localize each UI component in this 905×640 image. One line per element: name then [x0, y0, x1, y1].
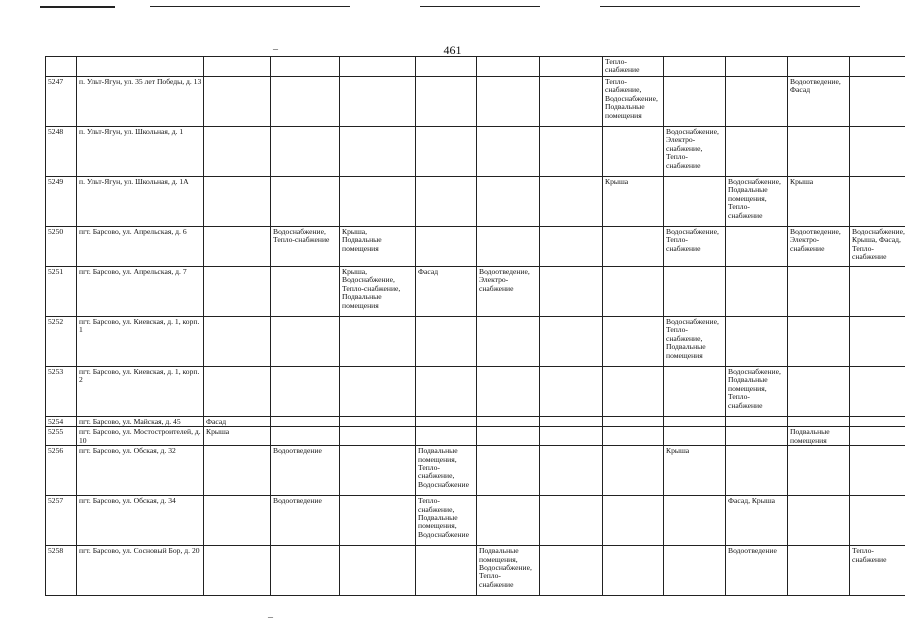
work-type-cell [850, 227, 905, 267]
work-type-cell [416, 417, 477, 427]
work-type-cell [726, 267, 788, 317]
work-type-cell [726, 496, 788, 546]
work-type-cell [204, 57, 271, 77]
work-type-cell [204, 446, 271, 496]
work-type-cell [477, 77, 540, 127]
work-type-cell [726, 367, 788, 417]
work-type-cell [271, 417, 340, 427]
work-type-cell [204, 367, 271, 417]
row-number: 5247 [46, 77, 77, 127]
work-type-cell [664, 57, 726, 77]
address-cell: пгт. Барсово, ул. Сосновый Бор, д. 20 [77, 546, 204, 596]
work-type-cell [271, 267, 340, 317]
work-type-text: Подвальные помещения, Водоснабжение, Тепло- снабжение [479, 546, 532, 589]
address-cell: п. Ульт-Ягун, ул. 35 лет Победы, д. 13 [77, 77, 204, 127]
work-type-cell [416, 496, 477, 546]
work-type-text: Крыша [605, 177, 629, 186]
row-number: 5255 [46, 427, 77, 446]
work-type-cell [540, 496, 603, 546]
work-type-cell [540, 546, 603, 596]
work-type-cell [204, 546, 271, 596]
work-type-cell [603, 57, 664, 77]
row-number: 5250 [46, 227, 77, 267]
row-number: 5256 [46, 446, 77, 496]
work-type-cell [477, 267, 540, 317]
table-row [46, 417, 905, 427]
work-type-cell [850, 496, 905, 546]
work-type-text: Крыша, Водоснабжение, Тепло-снабжение, Подвальные помещения [342, 267, 401, 310]
work-type-cell [416, 427, 477, 446]
row-number: 5249 [46, 177, 77, 227]
work-type-text: Водоотведение [273, 496, 322, 506]
work-type-cell [416, 57, 477, 77]
work-type-cell [788, 227, 850, 267]
work-type-text: Водоснабжение, Тепло-снабжение [273, 227, 330, 245]
work-type-cell [603, 267, 664, 317]
work-type-cell [416, 367, 477, 417]
work-type-cell [664, 267, 726, 317]
work-type-text: Водоотведение, Электро- снабжение [479, 267, 530, 293]
address-cell: п. Ульт-Ягун, ул. Школьная, д. 1 [77, 127, 204, 177]
row-number: 5252 [46, 317, 77, 367]
work-type-cell [788, 546, 850, 596]
table-row [46, 267, 905, 317]
work-type-cell [271, 317, 340, 367]
work-type-cell [603, 227, 664, 267]
work-type-text: Подвальные помещения [790, 427, 830, 445]
work-type-text: Водоснабжение, Тепло- снабжение [666, 227, 719, 253]
work-type-cell [204, 427, 271, 446]
work-type-cell [850, 77, 905, 127]
work-type-cell [540, 317, 603, 367]
work-type-text: Фасад [206, 417, 227, 426]
work-type-cell [850, 417, 905, 427]
row-number: 5254 [46, 417, 77, 427]
work-type-cell [340, 417, 416, 427]
work-type-cell [664, 546, 726, 596]
work-type-cell [788, 57, 850, 77]
work-type-cell [416, 227, 477, 267]
work-type-text: Тепло- снабжение, Водоснабжение, Подвальные помещения [605, 77, 658, 120]
address-cell: пгт. Барсово, ул. Обская, д. 32 [77, 446, 204, 496]
table-row [46, 317, 905, 367]
work-type-text: Водоотведение [273, 446, 322, 456]
work-type-cell [540, 446, 603, 496]
work-type-cell [603, 496, 664, 546]
work-type-cell [726, 127, 788, 177]
work-type-cell [664, 77, 726, 127]
table-row [46, 127, 905, 177]
work-type-text: Крыша [206, 427, 230, 437]
work-type-cell [726, 227, 788, 267]
work-type-cell [726, 77, 788, 127]
work-type-cell [664, 367, 726, 417]
work-type-cell [726, 546, 788, 596]
work-type-cell [340, 367, 416, 417]
work-type-cell [340, 177, 416, 227]
work-type-cell [340, 77, 416, 127]
work-type-cell [540, 417, 603, 427]
work-type-cell [726, 417, 788, 427]
work-type-cell [204, 317, 271, 367]
row-number: 5257 [46, 496, 77, 546]
address-cell: пгт. Барсово, ул. Киевская, д. 1, корп. 2 [77, 367, 204, 417]
table-row [46, 446, 905, 496]
row-number [46, 57, 77, 77]
work-type-cell [540, 267, 603, 317]
work-type-cell [271, 496, 340, 546]
work-type-text: Водоснабжение, Подвальные помещения, Тепло- снабжение [728, 367, 781, 410]
row-number: 5258 [46, 546, 77, 596]
table-row [46, 177, 905, 227]
address-cell [77, 57, 204, 77]
work-type-cell [477, 317, 540, 367]
work-type-text: Водоснабжение, Тепло- снабжение, Подвальные помещения [666, 317, 719, 360]
repair-schedule-table [45, 56, 905, 596]
work-type-cell [204, 227, 271, 267]
work-type-cell [664, 417, 726, 427]
scan-mark: – [268, 612, 273, 623]
work-type-cell [664, 446, 726, 496]
table-row [46, 227, 905, 267]
work-type-cell [540, 57, 603, 77]
work-type-cell [416, 267, 477, 317]
work-type-text: Водоотведение, Электро- снабжение [790, 227, 841, 253]
work-type-cell [603, 77, 664, 127]
work-type-cell [540, 177, 603, 227]
work-type-cell [726, 317, 788, 367]
work-type-cell [204, 77, 271, 127]
work-type-cell [477, 546, 540, 596]
work-type-cell [271, 367, 340, 417]
table-row [46, 546, 905, 596]
work-type-cell [477, 446, 540, 496]
work-type-cell [603, 446, 664, 496]
work-type-cell [788, 367, 850, 417]
address-cell: пгт. Барсово, ул. Мостостроителей, д. 10 [77, 427, 204, 446]
row-number: 5251 [46, 267, 77, 317]
work-type-cell [204, 177, 271, 227]
work-type-cell [271, 127, 340, 177]
work-type-cell [664, 227, 726, 267]
work-type-cell [850, 427, 905, 446]
scan-mark: – [273, 44, 278, 55]
work-type-cell [603, 127, 664, 177]
work-type-cell [788, 77, 850, 127]
table-row [46, 496, 905, 546]
work-type-cell [271, 446, 340, 496]
scan-artifact-line [600, 6, 860, 7]
work-type-text: Водоснабжение, Подвальные помещения, Тепло- снабжение [728, 177, 781, 220]
work-type-cell [850, 317, 905, 367]
work-type-cell [540, 227, 603, 267]
work-type-cell [340, 267, 416, 317]
work-type-cell [271, 546, 340, 596]
work-type-cell [788, 496, 850, 546]
work-type-cell [271, 177, 340, 227]
work-type-cell [340, 496, 416, 546]
work-type-cell [603, 417, 664, 427]
work-type-cell [416, 317, 477, 367]
work-type-cell [271, 77, 340, 127]
work-type-cell [603, 546, 664, 596]
work-type-cell [850, 367, 905, 417]
scan-artifact-line [150, 6, 350, 7]
work-type-text: Водоотведение, Фасад [790, 77, 841, 95]
work-type-cell [204, 496, 271, 546]
work-type-cell [477, 177, 540, 227]
work-type-cell [340, 546, 416, 596]
work-type-cell [726, 427, 788, 446]
work-type-text: Водоснабжение, Крыша, Фасад, Тепло- снабжение [852, 227, 905, 262]
work-type-cell [416, 127, 477, 177]
work-type-cell [664, 177, 726, 227]
work-type-cell [850, 127, 905, 177]
work-type-cell [477, 127, 540, 177]
work-type-cell [788, 267, 850, 317]
work-type-text: Тепло- снабжение [852, 546, 887, 564]
work-type-cell [340, 127, 416, 177]
address-cell: пгт. Барсово, ул. Обская, д. 34 [77, 496, 204, 546]
work-type-cell [603, 367, 664, 417]
work-type-cell [540, 77, 603, 127]
work-type-cell [664, 317, 726, 367]
work-type-cell [788, 417, 850, 427]
work-type-cell [726, 446, 788, 496]
work-type-cell [340, 446, 416, 496]
scan-artifact-line [40, 6, 115, 8]
work-type-cell [788, 446, 850, 496]
work-type-cell [477, 227, 540, 267]
work-type-cell [340, 317, 416, 367]
work-type-cell [850, 57, 905, 77]
scan-artifact-line [420, 6, 540, 7]
work-type-text: Тепло- снабжение, Подвальные помещения, Водоснабжение [418, 496, 469, 539]
work-type-cell [271, 227, 340, 267]
work-type-cell [726, 57, 788, 77]
work-type-cell [850, 177, 905, 227]
address-cell: пгт. Барсово, ул. Майская, д. 45 [77, 417, 204, 427]
work-type-cell [204, 127, 271, 177]
work-type-cell [788, 177, 850, 227]
work-type-cell [603, 427, 664, 446]
work-type-text: Крыша [790, 177, 814, 186]
work-type-cell [416, 77, 477, 127]
work-type-cell [788, 317, 850, 367]
work-type-cell [850, 546, 905, 596]
work-type-cell [204, 267, 271, 317]
work-type-text: Водоснабжение, Электро- снабжение, Тепло- снабжение [666, 127, 719, 170]
table-row [46, 77, 905, 127]
work-type-cell [416, 177, 477, 227]
work-type-cell [603, 177, 664, 227]
work-type-text: Подвальные помещения, Тепло- снабжение, Водоснабжение [418, 446, 469, 489]
work-type-cell [850, 267, 905, 317]
work-type-cell [540, 127, 603, 177]
work-type-cell [477, 417, 540, 427]
work-type-cell [477, 367, 540, 417]
work-type-cell [603, 317, 664, 367]
work-type-cell [477, 496, 540, 546]
work-type-cell [850, 446, 905, 496]
table-row [46, 427, 905, 446]
work-type-cell [726, 177, 788, 227]
work-type-cell [271, 427, 340, 446]
address-cell: пгт. Барсово, ул. Апрельская, д. 6 [77, 227, 204, 267]
table-row [46, 57, 905, 77]
work-type-cell [664, 427, 726, 446]
work-type-cell [416, 546, 477, 596]
work-type-text: Крыша, Подвальные помещения [342, 227, 382, 253]
work-type-text: Фасад [418, 267, 439, 276]
work-type-cell [340, 57, 416, 77]
work-type-cell [788, 127, 850, 177]
work-type-cell [271, 57, 340, 77]
row-number: 5248 [46, 127, 77, 177]
work-type-cell [340, 427, 416, 446]
address-cell: пгт. Барсово, ул. Апрельская, д. 7 [77, 267, 204, 317]
work-type-text: Тепло- снабжение [605, 57, 640, 75]
work-type-cell [664, 496, 726, 546]
page-number: 461 [443, 43, 462, 57]
work-type-cell [788, 427, 850, 446]
address-cell: пгт. Барсово, ул. Киевская, д. 1, корп. 1 [77, 317, 204, 367]
work-type-cell [340, 227, 416, 267]
work-type-cell [540, 427, 603, 446]
work-type-text: Крыша [666, 446, 690, 456]
work-type-cell [416, 446, 477, 496]
work-type-text: Фасад, Крыша [728, 496, 776, 506]
table-row [46, 367, 905, 417]
work-type-cell [477, 427, 540, 446]
work-type-cell [477, 57, 540, 77]
row-number: 5253 [46, 367, 77, 417]
address-cell: п. Ульт-Ягун, ул. Школьная, д. 1А [77, 177, 204, 227]
work-type-cell [540, 367, 603, 417]
work-type-cell [204, 417, 271, 427]
work-type-cell [664, 127, 726, 177]
work-type-text: Водоотведение [728, 546, 777, 556]
